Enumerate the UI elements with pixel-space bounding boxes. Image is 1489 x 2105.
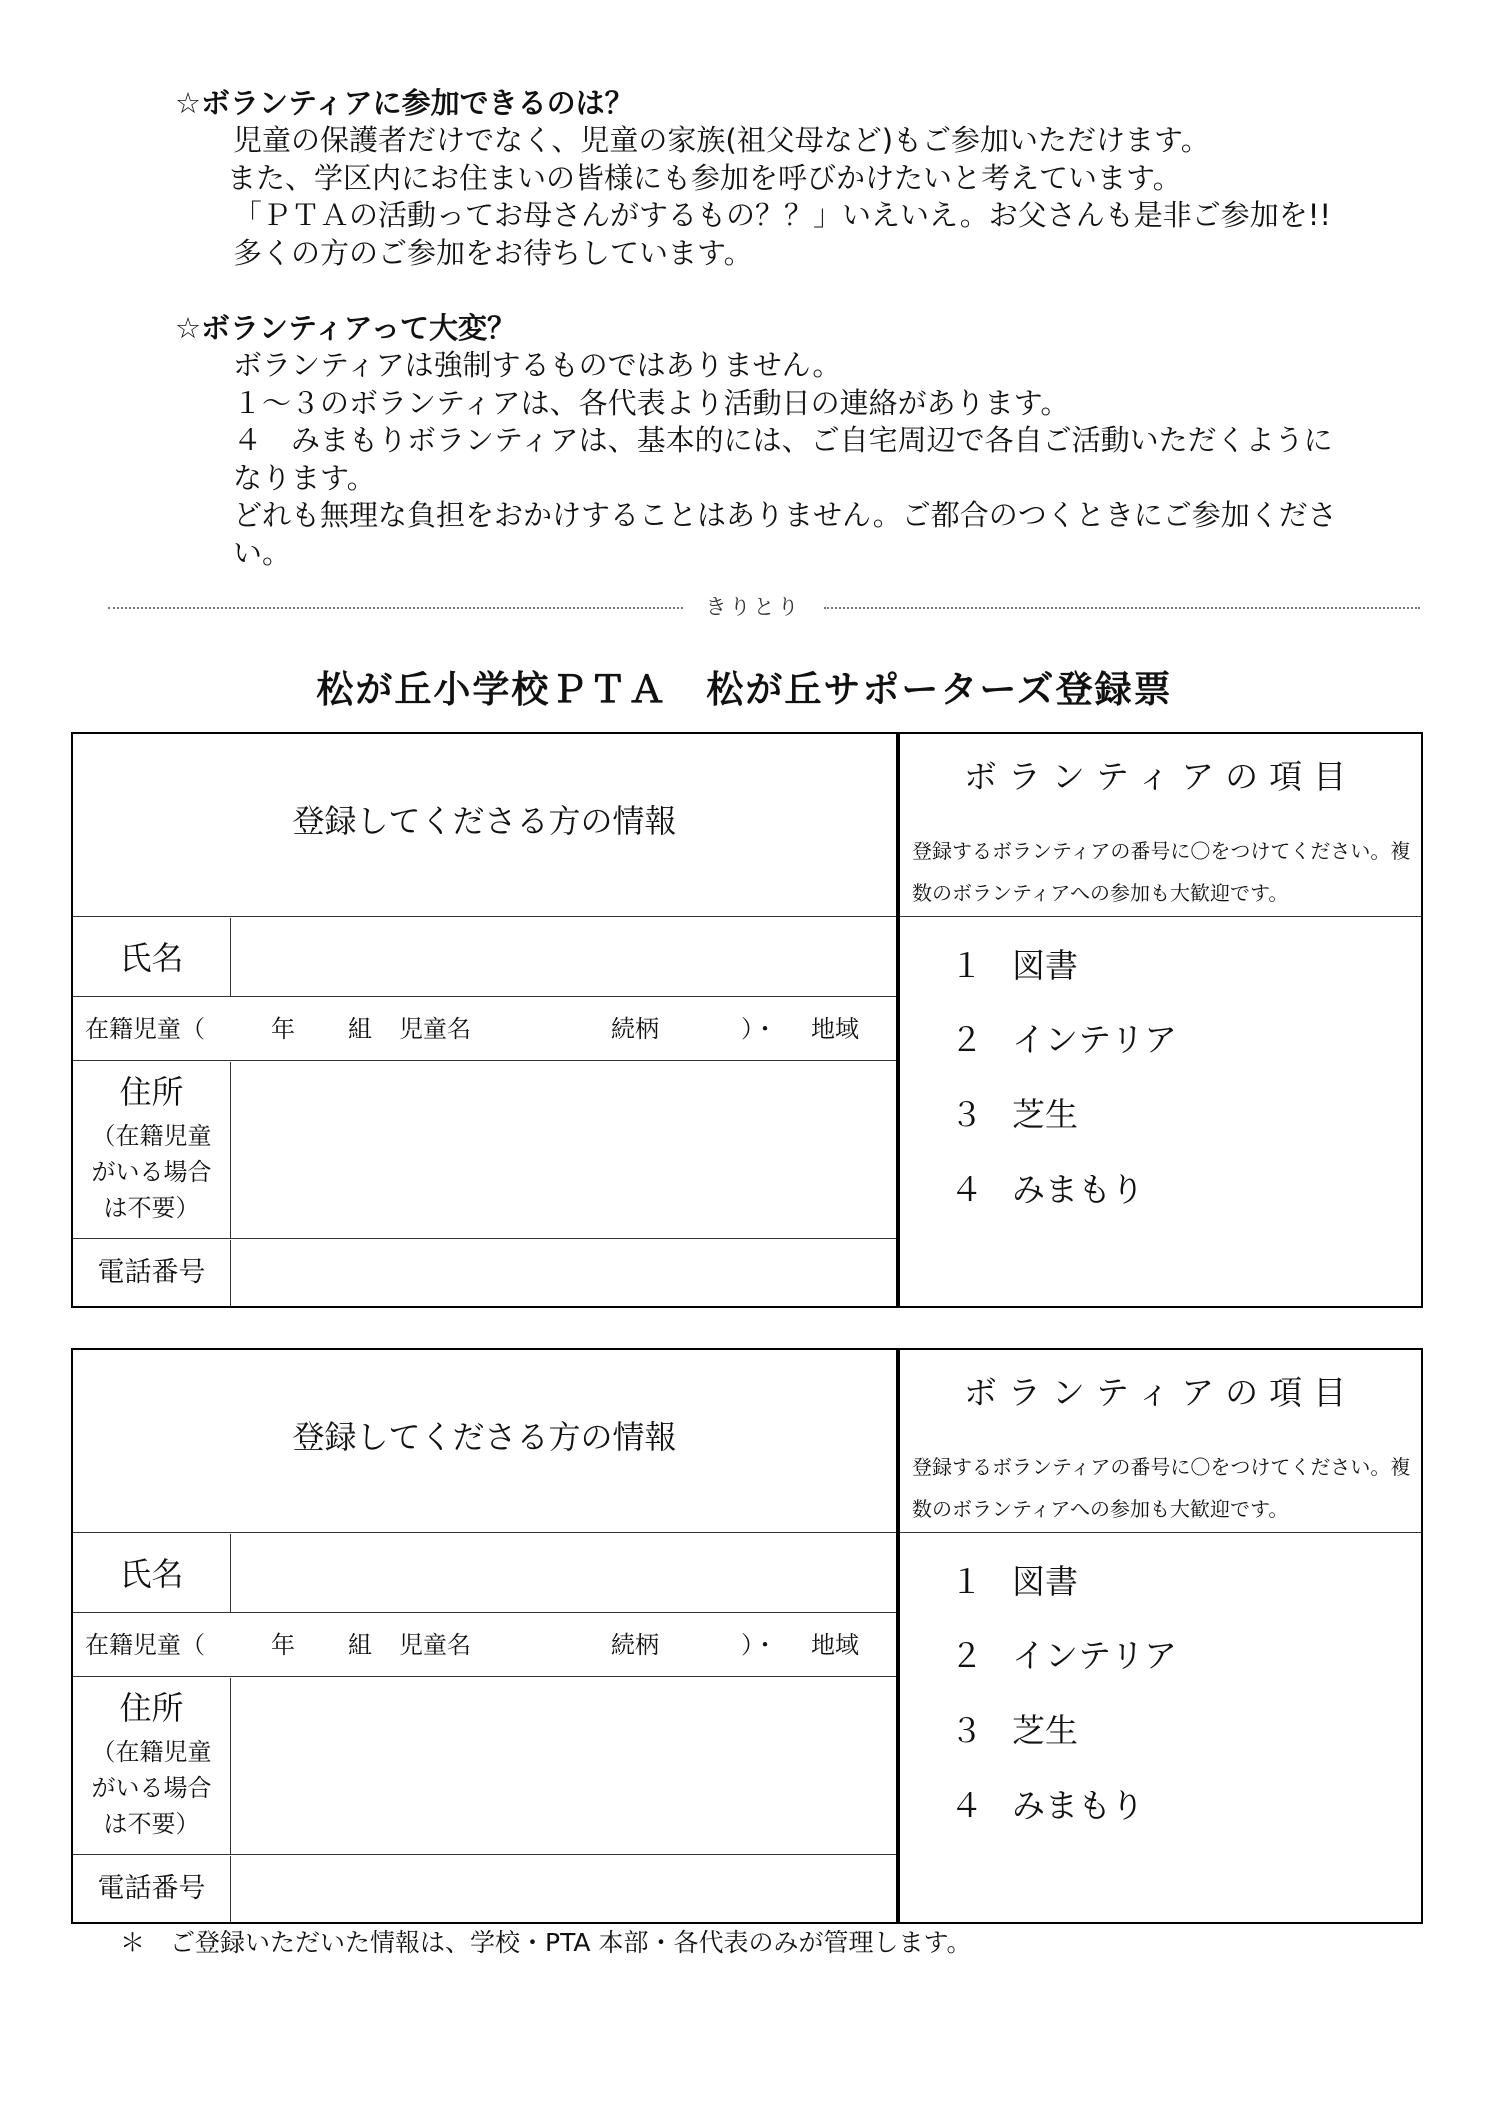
close-paren: ）・ (741, 1015, 777, 1043)
phone-row (73, 1240, 896, 1306)
volunteer-item (950, 1168, 1144, 1212)
volunteer-section (896, 1348, 1423, 1924)
answer-line: また、学区内にお住まいの皆様にも参加を呼びかけたいと考えています。 (227, 160, 1182, 195)
area-label: 地域 (811, 1015, 859, 1043)
volunteer-item-label: みまもり (1012, 1170, 1144, 1209)
volunteer-title: ボランティアの項目 (963, 1373, 1358, 1412)
class-label: 組 (348, 1631, 372, 1659)
volunteer-item-label: インテリア (1012, 1020, 1177, 1059)
name-label: 氏名 (119, 939, 184, 977)
address-row (73, 1678, 896, 1855)
address-label: 住所 (119, 1073, 184, 1111)
registrant-info-section (71, 732, 898, 1308)
address-note-line: （在籍児童 (91, 1122, 212, 1150)
student-line (73, 1614, 896, 1676)
registration-form (71, 732, 1421, 1308)
volunteer-item-number: １ (950, 1562, 983, 1601)
registrant-info-section (71, 1348, 898, 1924)
relation-label: 続柄 (611, 1015, 659, 1043)
volunteer-item (950, 1018, 1177, 1062)
footnote: ＊ ご登録いただいた情報は、学校・PTA 本部・各代表のみが管理します。 (120, 1928, 972, 1957)
address-label: 住所 (119, 1689, 184, 1727)
volunteer-item-label: 図書 (1012, 1562, 1078, 1601)
question-heading: ☆ボランティアって大変？ (175, 311, 516, 345)
volunteer-item-number: ２ (950, 1020, 983, 1059)
area-label: 地域 (811, 1631, 859, 1659)
year-label: 年 (271, 1631, 295, 1659)
dotted-divider (108, 607, 683, 609)
phone-label: 電話番号 (97, 1873, 206, 1904)
name-label-cell (73, 1534, 231, 1612)
volunteer-item-label: みまもり (1012, 1786, 1144, 1825)
volunteer-item-label: 図書 (1012, 946, 1078, 985)
answer-line: 児童の保護者だけでなく、児童の家族(祖父母など)もご参加いただけます。 (233, 123, 1210, 157)
volunteer-item-number: ２ (950, 1636, 983, 1675)
address-note-line: がいる場合 (91, 1158, 212, 1186)
registration-form (71, 1348, 1421, 1924)
address-row (73, 1062, 896, 1239)
form-title: 松が丘小学校ＰＴＡ 松が丘サポーターズ登録票 (316, 668, 1173, 711)
year-label: 年 (271, 1015, 295, 1043)
phone-label-cell (73, 1856, 231, 1922)
cut-line (108, 592, 1420, 622)
name-row (73, 1534, 896, 1613)
answer-line: い。 (233, 535, 292, 570)
question-heading: ☆ボランティアに参加できるのは？ (175, 86, 634, 120)
volunteer-section (896, 732, 1423, 1308)
volunteer-item (950, 1784, 1144, 1828)
phone-row (73, 1856, 896, 1922)
volunteer-item-number: ３ (950, 1711, 983, 1750)
address-note-line: （在籍児童 (91, 1738, 212, 1766)
cut-label: きりとり (705, 595, 802, 619)
volunteer-item-number: ４ (950, 1786, 983, 1825)
name-label: 氏名 (119, 1555, 184, 1593)
relation-label: 続柄 (611, 1631, 659, 1659)
answer-line: なります。 (233, 460, 376, 495)
student-row (73, 1614, 896, 1677)
close-paren: ）・ (741, 1631, 777, 1659)
answer-line: 「ＰＴＡの活動ってお母さんがするもの？？」いえいえ。お父さんも是非ご参加を!! (233, 198, 1331, 232)
volunteer-item-number: ４ (950, 1170, 983, 1209)
volunteer-item-label: インテリア (1012, 1636, 1177, 1675)
answer-line: ボランティアは強制するものではありません。 (233, 348, 842, 382)
volunteer-note: 登録するボランティアの番号に〇をつけてください。複数のボランティアへの参加も大歓迎です。 (912, 1455, 1411, 1521)
address-label-cell (73, 1678, 231, 1854)
address-note (73, 1118, 230, 1226)
answer-line: どれも無理な負担をおかけすることはありません。ご都合のつくときにご参加くださ (233, 498, 1337, 532)
volunteer-item (950, 1093, 1078, 1137)
volunteer-note: 登録するボランティアの番号に〇をつけてください。複数のボランティアへの参加も大歓迎です。 (912, 839, 1411, 905)
volunteer-item (950, 1560, 1078, 1604)
phone-label-cell (73, 1240, 231, 1306)
student-label: 在籍児童（ (85, 1631, 205, 1659)
question-block-who-can-join (175, 84, 1405, 272)
address-note-line: は不要） (103, 1194, 200, 1222)
volunteer-item (950, 944, 1078, 988)
registrant-info-title: 登録してくださる方の情報 (292, 1418, 677, 1456)
address-label-cell (73, 1062, 231, 1238)
registrant-info-header (73, 1350, 896, 1533)
volunteer-item-label: 芝生 (1012, 1095, 1078, 1134)
student-line (73, 998, 896, 1060)
student-row (73, 998, 896, 1061)
address-note (73, 1734, 230, 1842)
divider (900, 916, 1421, 917)
address-note-line: がいる場合 (91, 1774, 212, 1802)
question-block-is-it-hard (175, 309, 1405, 572)
answer-line: １～３のボランティアは、各代表より活動日の連絡があります。 (233, 385, 1070, 420)
registrant-info-header (73, 734, 896, 917)
registrant-info-title: 登録してくださる方の情報 (292, 802, 677, 840)
volunteer-item-number: ３ (950, 1095, 983, 1134)
class-label: 組 (348, 1015, 372, 1043)
child-name-label: 児童名 (399, 1015, 471, 1043)
name-row (73, 918, 896, 997)
dotted-divider (824, 607, 1420, 609)
volunteer-title: ボランティアの項目 (963, 757, 1358, 796)
divider (900, 1532, 1421, 1533)
volunteer-item-label: 芝生 (1012, 1711, 1078, 1750)
name-label-cell (73, 918, 231, 996)
volunteer-item (950, 1634, 1177, 1678)
volunteer-item-number: １ (950, 946, 983, 985)
answer-line: ４ みまもりボランティアは、基本的には、ご自宅周辺で各自ご活動いただくように (233, 423, 1333, 457)
address-note-line: は不要） (103, 1810, 200, 1838)
volunteer-item (950, 1709, 1078, 1753)
child-name-label: 児童名 (399, 1631, 471, 1659)
student-label: 在籍児童（ (85, 1015, 205, 1043)
phone-label: 電話番号 (97, 1257, 206, 1288)
answer-line: 多くの方のご参加をお待ちしています。 (233, 235, 753, 270)
